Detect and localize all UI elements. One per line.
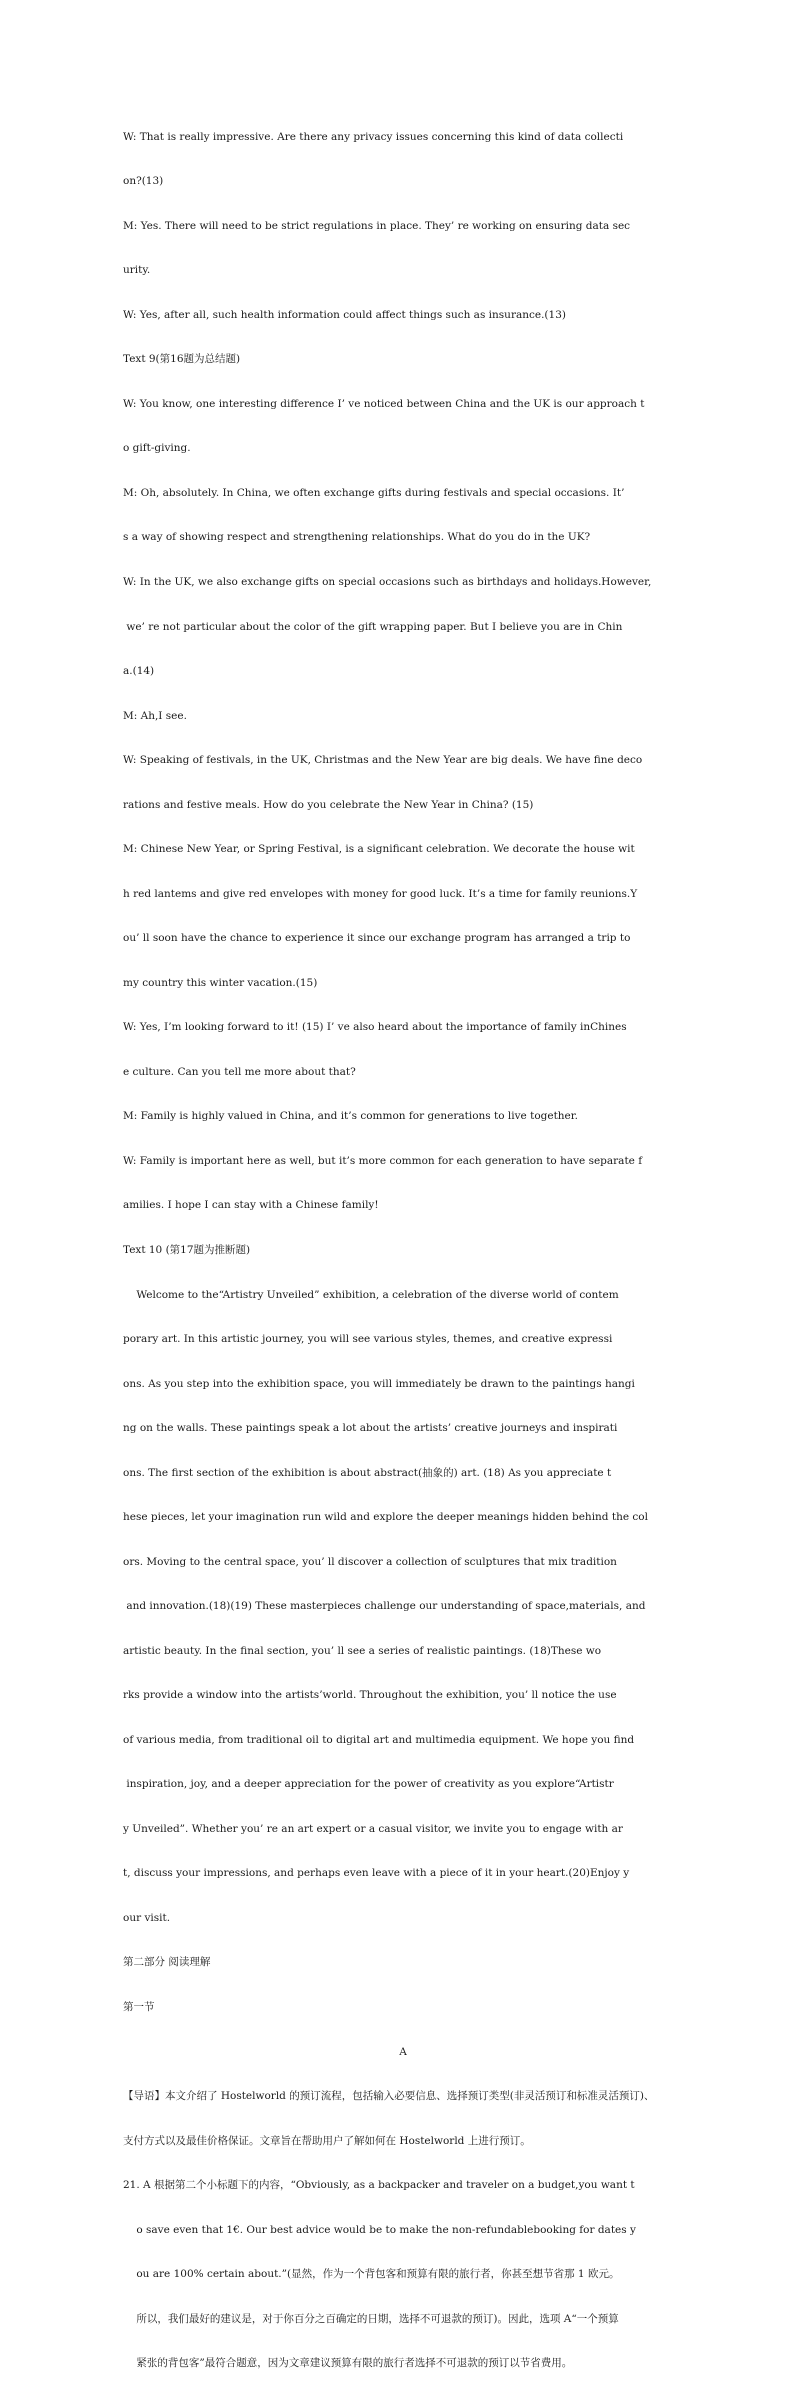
text-line: on?(13): [123, 175, 164, 188]
text-line: of various media, from traditional oil to digital art and multimedia equipment. We hope you find: [123, 1733, 635, 1746]
text-line: 紧张的背包客”最符合题意，因为文章建议预算有限的旅行者选择不可退款的预订以节省费用。: [123, 2357, 573, 2370]
section-heading: Text 9(第16题为总结题): [123, 353, 241, 366]
text-line: W: You know, one interesting difference I’ ve noticed between China and the UK is our approach t: [123, 397, 645, 410]
part-heading: 第二部分 阅读理解: [123, 1956, 211, 1969]
text-line: 支付方式以及最佳价格保证。文章旨在帮助用户了解如何在 Hostelworld 上进行预订。: [123, 2134, 531, 2147]
text-line: M: Chinese New Year, or Spring Festival, is a significant celebration. We decorate the house wit: [123, 843, 635, 856]
section-heading: Text 10 (第17题为推断题): [123, 1243, 251, 1256]
passage-label: A: [399, 2045, 407, 2058]
text-line: my country this winter vacation.(15): [123, 976, 318, 989]
text-line: rks provide a window into the artists’world. Throughout the exhibition, you’ ll notice the use: [123, 1689, 617, 1702]
document-body: [123, 100, 683, 2401]
text-line: porary art. In this artistic journey, you will see various styles, themes, and creative expressi: [123, 1333, 613, 1346]
text-line: hese pieces, let your imagination run wild and explore the deeper meanings hidden behind the col: [123, 1511, 648, 1524]
text-line: artistic beauty. In the final section, you’ ll see a series of realistic paintings. (18)These wo: [123, 1644, 602, 1657]
text-line: W: That is really impressive. Are there any privacy issues concerning this kind of data collecti: [123, 130, 624, 143]
text-line: o gift-giving.: [123, 442, 191, 455]
text-line: ou’ ll soon have the chance to experience it since our exchange program has arranged a trip to: [123, 932, 631, 945]
text-line: W: In the UK, we also exchange gifts on special occasions such as birthdays and holidays.However,: [123, 576, 652, 588]
section-heading: 第一节: [123, 2001, 155, 2013]
text-line: ors. Moving to the central space, you’ ll discover a collection of sculptures that mix tradition: [123, 1555, 617, 1568]
text-line: 【导语】本文介绍了 Hostelworld 的预订流程，包括输入必要信息、选择预订类型(非灵活预订和标准灵活预订)、: [123, 2090, 655, 2103]
text-line: W: Yes, I’m looking forward to it! (15) I’ ve also heard about the importance of family inChines: [123, 1021, 627, 1034]
text-line: ou are 100% certain about.”(显然，作为一个背包客和预算有限的旅行者，你甚至想节省那 1 欧元。: [123, 2268, 620, 2281]
text-line: our visit.: [123, 1911, 171, 1924]
text-line: M: Ah,I see.: [123, 709, 187, 722]
text-line: ons. The first section of the exhibition is about abstract(抽象的) art. (18) As you appreciate t: [123, 1466, 612, 1479]
text-line: e culture. Can you tell me more about that?: [123, 1065, 356, 1078]
text-line: and innovation.(18)(19) These masterpieces challenge our understanding of space,materials, and: [123, 1600, 646, 1613]
text-line: a.(14): [123, 665, 155, 678]
text-line: ons. As you step into the exhibition space, you will immediately be drawn to the paintings hangi: [123, 1377, 635, 1390]
text-line: 所以，我们最好的建议是，对于你百分之百确定的日期，选择不可退款的预订)。因此，选项 A“一个预算: [123, 2312, 619, 2325]
text-line: M: Oh, absolutely. In China, we often exchange gifts during festivals and special occasions. It’: [123, 486, 625, 499]
text-line: h red lantems and give red envelopes with money for good luck. It’s a time for family reunions.Y: [123, 887, 638, 900]
text-line: amilies. I hope I can stay with a Chinese family!: [123, 1199, 379, 1212]
text-line: ng on the walls. These paintings speak a lot about the artists’ creative journeys and inspirati: [123, 1422, 618, 1435]
text-line: Welcome to the“Artistry Unveiled” exhibition, a celebration of the diverse world of contem: [123, 1288, 619, 1301]
text-line: rations and festive meals. How do you celebrate the New Year in China? (15): [123, 798, 534, 811]
text-line: M: Yes. There will need to be strict regulations in place. They’ re working on ensuring data sec: [123, 219, 631, 232]
text-line: s a way of showing respect and strengthening relationships. What do you do in the UK?: [123, 531, 591, 544]
text-line: M: Family is highly valued in China, and it’s common for generations to live together.: [123, 1110, 578, 1123]
text-line: we’ re not particular about the color of the gift wrapping paper. But I believe you are in Chin: [123, 620, 623, 633]
text-line: inspiration, joy, and a deeper appreciation for the power of creativity as you explore“Artistr: [123, 1778, 614, 1791]
text-line: W: Yes, after all, such health information could affect things such as insurance.(13): [123, 308, 566, 321]
text-line: 21. A 根据第二个小标题下的内容，“Obviously, as a backpacker and traveler on a budget,you want t: [123, 2179, 635, 2192]
text-line: y Unveiled”. Whether you’ re an art expert or a casual visitor, we invite you to engage with ar: [123, 1822, 623, 1835]
text-line: urity.: [123, 264, 151, 277]
text-line: W: Speaking of festivals, in the UK, Christmas and the New Year are big deals. We have fine deco: [123, 754, 643, 767]
text-line: o save even that 1€. Our best advice would be to make the non-refundablebooking for dates y: [123, 2223, 636, 2236]
text-line: t, discuss your impressions, and perhaps even leave with a piece of it in your heart.(20)Enjoy y: [123, 1867, 630, 1880]
text-line: W: Family is important here as well, but it’s more common for each generation to have separate f: [123, 1154, 643, 1167]
